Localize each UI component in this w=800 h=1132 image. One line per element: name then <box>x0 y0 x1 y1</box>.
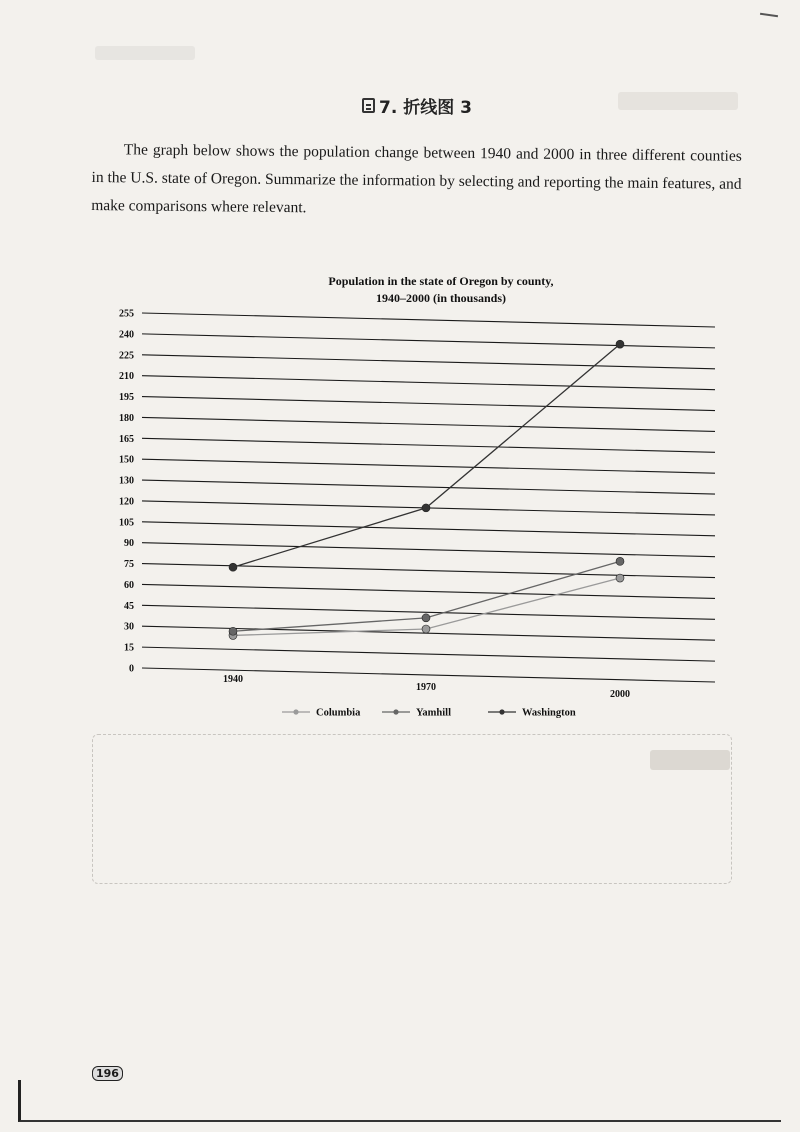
chart-title-line1: Population in the state of Oregon by county, <box>328 274 554 288</box>
gridline <box>142 376 715 390</box>
y-tick-label: 180 <box>119 412 134 424</box>
y-tick-label: 0 <box>129 663 134 675</box>
notes-box <box>92 734 732 884</box>
y-tick-label: 15 <box>124 642 134 654</box>
y-tick-label: 75 <box>124 559 134 571</box>
legend-swatch-marker <box>499 709 504 714</box>
page-edge <box>18 1080 781 1122</box>
y-tick-label: 45 <box>124 600 134 612</box>
legend-label-columbia: Columbia <box>316 707 361 719</box>
y-tick-label: 225 <box>119 350 134 362</box>
gridline <box>142 459 715 473</box>
y-tick-label: 255 <box>119 308 134 320</box>
chart-title-line2: 1940–2000 (in thousands) <box>375 291 507 305</box>
y-tick-label: 240 <box>119 329 134 341</box>
data-point-yamhill <box>422 614 430 622</box>
gridline <box>142 564 715 578</box>
gridline <box>142 584 715 598</box>
legend-swatch-marker <box>393 709 398 714</box>
faint-vocab-tag <box>650 750 730 770</box>
x-tick-label: 2000 <box>610 689 630 700</box>
y-tick-label: 120 <box>119 496 134 508</box>
y-tick-label: 210 <box>119 371 134 383</box>
gridline <box>142 647 715 661</box>
x-tick-label: 1970 <box>416 682 436 693</box>
y-tick-label: 150 <box>119 454 134 466</box>
gridline <box>142 355 715 369</box>
legend-swatch-marker <box>293 709 298 714</box>
y-tick-label: 105 <box>119 517 134 529</box>
legend-label-yamhill: Yamhill <box>416 707 452 719</box>
gridline <box>142 480 715 494</box>
page-number: 196 <box>92 1066 123 1081</box>
y-tick-label: 60 <box>124 579 134 591</box>
gridline <box>142 522 715 536</box>
gridline <box>142 417 715 431</box>
data-point-columbia <box>616 574 624 582</box>
data-point-yamhill <box>229 627 237 635</box>
instructions-text: The graph below shows the population change between 1940 and 2000 in three different counties in the U.S. state of Oregon. Summarize the information by selecting and reporting the main features, and make comparisons where relevant. <box>91 141 742 217</box>
section-heading-text: 7. 折线图 3 <box>379 98 472 118</box>
legend-label-washington: Washington <box>522 707 576 719</box>
data-point-columbia <box>422 625 430 633</box>
y-tick-label: 130 <box>119 475 134 487</box>
series-line-washington <box>233 344 620 567</box>
gridline <box>142 334 715 348</box>
data-point-washington <box>616 340 624 348</box>
data-point-washington <box>229 563 237 571</box>
gridline <box>142 438 715 452</box>
y-tick-label: 195 <box>119 392 134 404</box>
y-tick-label: 165 <box>119 433 134 445</box>
data-point-washington <box>422 504 430 512</box>
x-tick-label: 1940 <box>223 674 243 685</box>
gridline <box>142 397 715 411</box>
data-point-yamhill <box>616 557 624 565</box>
y-tick-label: 90 <box>124 538 134 550</box>
gridline <box>142 313 715 327</box>
gridline <box>142 543 715 557</box>
y-tick-label: 30 <box>124 621 134 633</box>
